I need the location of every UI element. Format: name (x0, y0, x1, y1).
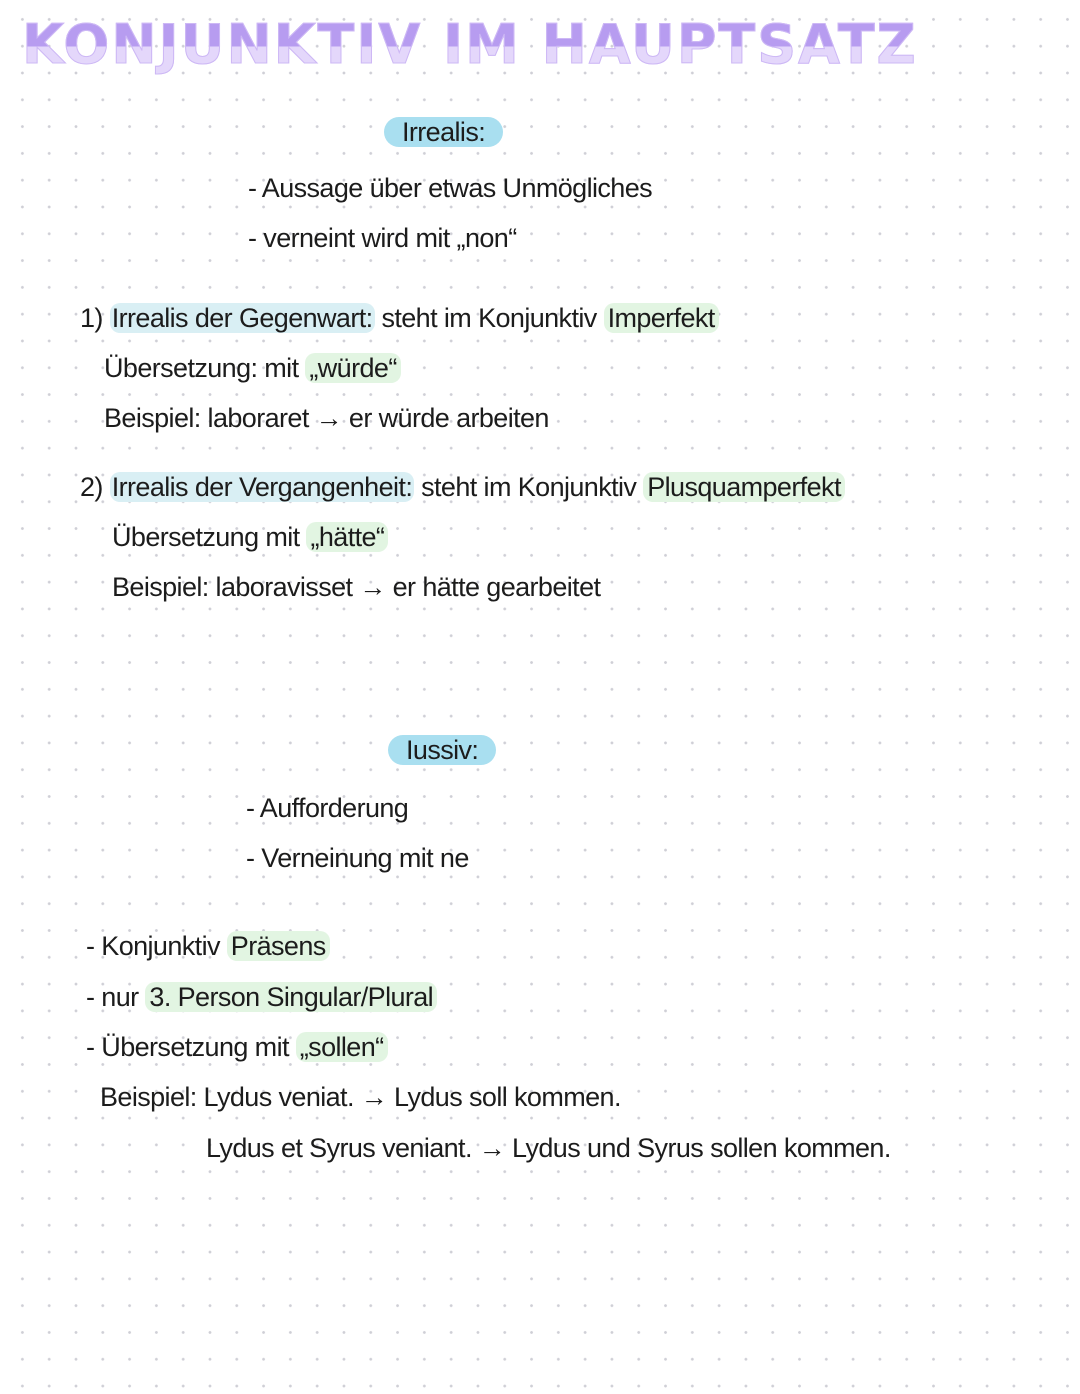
page-title: KONJUNKTIV IM HAUPTSATZ (22, 10, 918, 80)
iussiv-heading-label: Iussiv: (388, 735, 496, 765)
rule-number: 2) (80, 472, 110, 502)
irrealis-heading-label: Irrealis: (384, 117, 503, 147)
iussiv-point: - Aufforderung (246, 793, 409, 823)
irrealis-point: - verneint wird mit „non“ (248, 223, 517, 253)
vergangenheit-translation (112, 519, 388, 555)
rule-prefix: - Übersetzung mit (86, 1032, 296, 1062)
rule-number: 1) (80, 303, 110, 333)
irrealis-point: - Aussage über etwas Unmögliches (248, 173, 653, 203)
gegenwart-translation (104, 350, 401, 386)
iussiv-example: Beispiel: Lydus veniat. → Lydus soll kommen. (100, 1082, 621, 1112)
rule-highlight: 3. Person Singular/Plural (145, 982, 437, 1012)
rule-prefix: - Konjunktiv (86, 931, 227, 961)
rule-tense: Imperfekt (604, 303, 719, 333)
vergangenheit-rule (80, 469, 845, 505)
iussiv-rule (86, 1029, 388, 1065)
rule-label: Irrealis der Vergangenheit: (111, 472, 413, 502)
translation-prefix: Übersetzung: mit (104, 353, 306, 383)
rule-prefix: - nur (86, 982, 146, 1012)
rule-text: steht im Konjunktiv (374, 303, 604, 333)
iussiv-rule (86, 979, 437, 1015)
translation-word: „würde“ (305, 353, 400, 383)
vergangenheit-example: Beispiel: laboravisset → er hätte gearbeitet (112, 572, 601, 602)
rule-highlight: Präsens (227, 931, 330, 961)
gegenwart-example: Beispiel: laboraret → er würde arbeiten (104, 403, 549, 433)
rule-highlight: „sollen“ (296, 1032, 388, 1062)
iussiv-heading (388, 732, 496, 768)
rule-label: Irrealis der Gegenwart: (111, 303, 373, 333)
translation-prefix: Übersetzung mit (112, 522, 307, 552)
rule-tense: Plusquamperfekt (643, 472, 845, 502)
translation-word: „hätte“ (306, 522, 388, 552)
irrealis-heading (384, 114, 503, 150)
iussiv-example: Lydus et Syrus veniant. → Lydus und Syrus sollen kommen. (206, 1133, 891, 1163)
iussiv-point: - Verneinung mit ne (246, 843, 469, 873)
gegenwart-rule (80, 300, 719, 336)
rule-text: steht im Konjunktiv (414, 472, 644, 502)
iussiv-rule (86, 928, 330, 964)
